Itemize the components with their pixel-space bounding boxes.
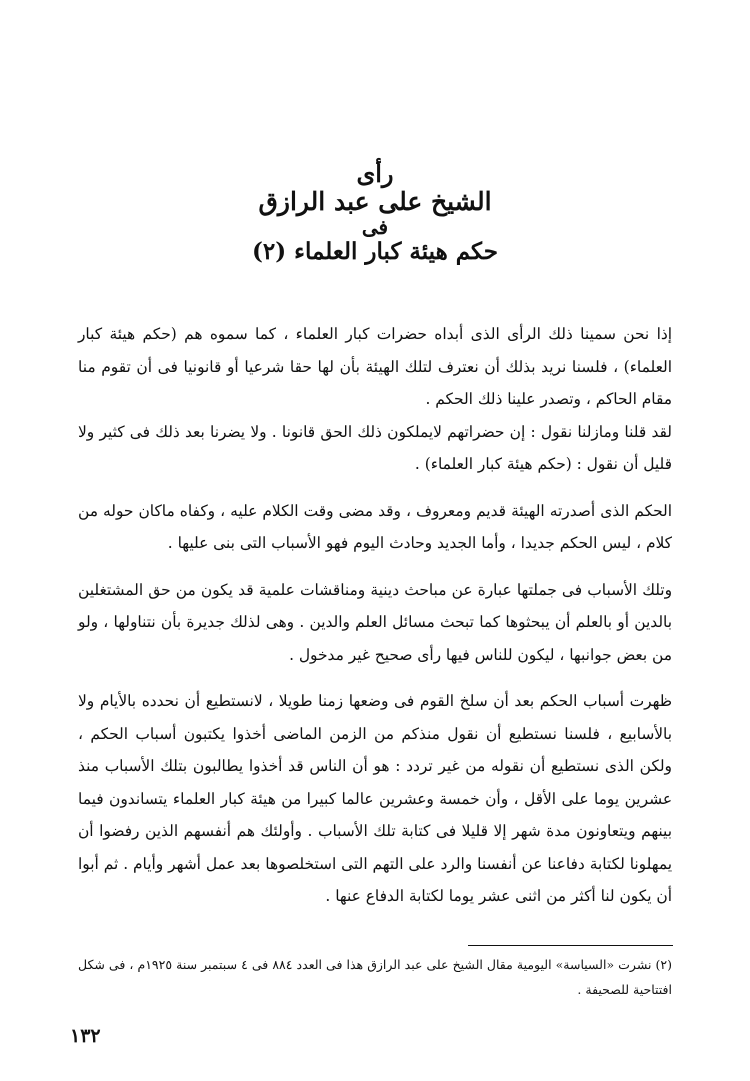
footnote-divider xyxy=(468,945,673,946)
title-line-fi: فى xyxy=(361,215,389,240)
title-line-author: الشيخ على عبد الرازق xyxy=(258,186,492,216)
paragraph-5: ظهرت أسباب الحكم بعد أن سلخ القوم فى وضعها زمنا طويلا ، لانستطيع أن نحدده بالأيام ولا بالأسابيع ، فلسنا نستطيع أن نقول منذكم من الزمن الماضى أخذوا يكتبون أسباب الحكم ، ولكن الذى نستطيع أن نقوله من غير تردد : هو أن الناس قد أخذوا يطالبون بتلك الأسباب منذ عشرين يوما على الأقل ، وأن خمسة وعشرين عالما كبيرا من هيئة كبار العلماء يتساندون فيما بينهم ويتعاونون مدة شهر إلا قليلا فى كتابة تلك الأسباب . وأولئك هم أنفسهم الذين رفضوا أن يمهلونا لكتابة دفاعنا عن أنفسنا والرد على التهم التى استخلصوها بعد عمل أشهر وأيام . ثم أبوا أن يكون لنا أكثر من اثنى عشر يوما لكتابة الدفاع عنها . xyxy=(78,692,672,905)
title-line-ray: رأى xyxy=(356,159,394,188)
footnote: (٢) نشرت «السياسة» اليومية مقال الشيخ على عبد الرازق هذا فى العدد ٨٨٤ فى ٤ سبتمبر سنة ١٩٢٥م ، فى شكل افتتاحية للصحيفة . xyxy=(78,957,673,997)
paragraph-2: لقد قلنا ومازلنا نقول : إن حضراتهم لايملكون ذلك الحق قانونا . ولا يضرنا بعد ذلك فى كثير ولا قليل أن نقول : (حكم هيئة كبار العلماء) . xyxy=(78,422,672,473)
article-body xyxy=(78,318,672,913)
paragraph-1: إذا نحن سمينا ذلك الرأى الذى أبداه حضرات كبار العلماء ، كما سموه هم (حكم هيئة كبار العلماء) ، فلسنا نريد بذلك أن نعترف لتلك الهيئة بأن لها حقا شرعيا أو قانونيا فى أن تقوم منا مقام الحاكم ، وتصدر علينا ذلك الحكم . xyxy=(78,325,672,408)
paragraph-4: وتلك الأسباب فى جملتها عبارة عن مباحث دينية ومناقشات علمية قد يكون من حق المشتغلين بالدين أو بالعلم أن يبحثوها كما تبحث مسائل العلم والدين . وهى لذلك جديرة بأن نتناولها ، ولو من بعض جوانبها ، ليكون للناس فيها رأى صحيح غير مدخول . xyxy=(78,580,672,664)
paragraph-3: الحكم الذى أصدرته الهيئة قديم ومعروف ، وقد مضى وقت الكلام عليه ، وكفاه ماكان حوله من كلام ، ليس الحكم جديدا ، وأما الجديد وحادث اليوم فهو الأسباب التى بنى عليها . xyxy=(78,501,672,552)
page-number: ١٣٢ xyxy=(70,1025,101,1047)
title-line-subject: حكم هيئة كبار العلماء (٢) xyxy=(252,238,498,266)
article-title xyxy=(0,160,750,266)
